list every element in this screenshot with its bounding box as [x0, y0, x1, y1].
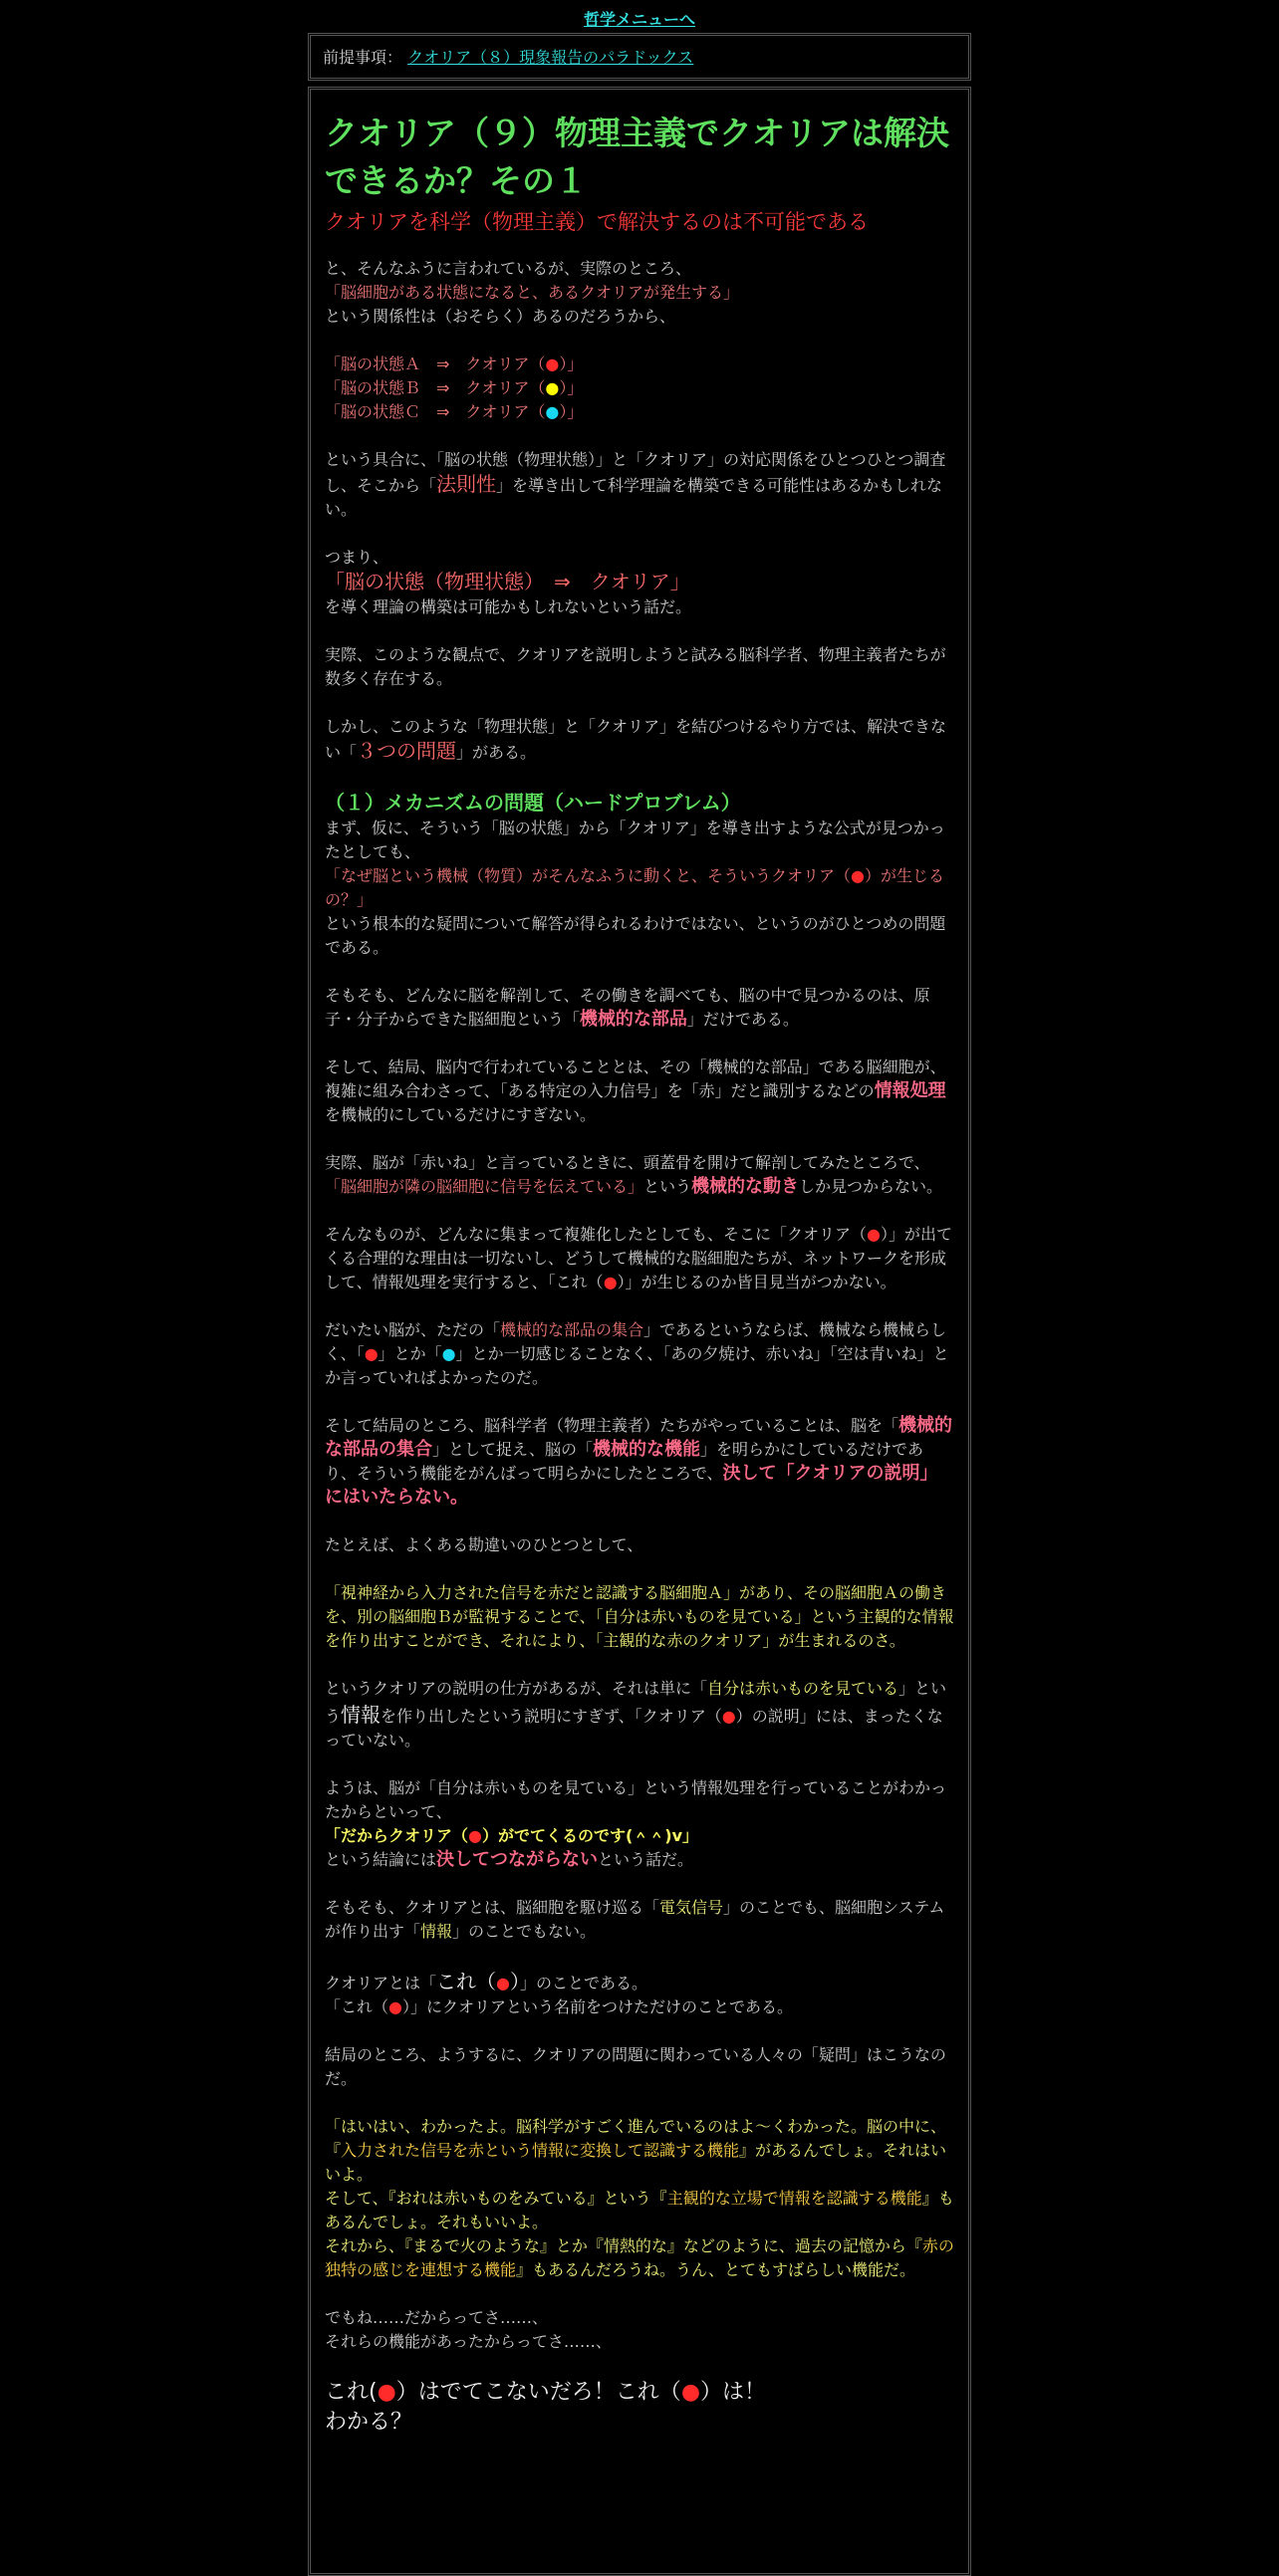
- text: を機械的にしているだけにすぎない。: [325, 1105, 597, 1124]
- red-dot-icon: ●: [377, 2380, 396, 2405]
- quote-red: 機械的な部品の集合: [500, 1320, 644, 1339]
- text: 」を導き出して科学理論を構築できる可能性はあるかもしれない。: [325, 476, 943, 519]
- article-box: [308, 87, 971, 2576]
- text: そして、『おれは赤いものをみている』という『: [325, 2189, 667, 2208]
- paragraph-5: [325, 715, 954, 765]
- paragraph-10: [325, 1223, 954, 1294]
- text: という結論には: [325, 1850, 437, 1869]
- paragraph-11: [325, 1318, 954, 1390]
- state-c: 「脳の状態Ｃ ⇒ クオリア（: [325, 402, 546, 421]
- text: 』もあるんだろうね。うん、とてもすばらしい機能だ。: [516, 2260, 915, 2279]
- text: そんなものが、どんなに集まって複雑化したとしても、そこに「クオリア（: [325, 1225, 868, 1244]
- section-heading-mechanism: （１）メカニズムの問題（ハードプロブレム）: [325, 791, 741, 815]
- article-subtitle: クオリアを科学（物理主義）で解決するのは不可能である: [325, 210, 869, 234]
- prerequisite-link[interactable]: クオリア（８）現象報告のパラドックス: [407, 48, 694, 67]
- text: でもね……だからってさ……、: [325, 2308, 549, 2327]
- text: ）の説明」には、まったくなっていない。: [325, 1707, 943, 1750]
- red-dot-icon: ●: [867, 1225, 881, 1244]
- text: そして結局のところ、脳科学者（物理主義者）たちがやっていることは、脳を「: [325, 1416, 899, 1435]
- prerequisite-label: 前提事項：: [323, 48, 403, 67]
- text: しかし、このような「物理状態」と「クオリア」を結びつけるやり方では、解決できない「: [325, 717, 947, 762]
- text: それから、『まるで火のような』とか『情熱的な』などのように、過去の記憶から『: [325, 2236, 922, 2255]
- text: ようは、脳が「自分は赤いものを見ている」という情報処理を行っていることがわかったからといって、: [325, 1778, 947, 1821]
- emphasis: 赤の独特の感じを連想する機能: [325, 2236, 954, 2279]
- paragraph-7: [325, 984, 954, 1032]
- paragraph-13: たとえば、よくある勘違いのひとつとして、: [325, 1535, 643, 1554]
- paragraph-15: [325, 1677, 954, 1753]
- cyan-dot-icon: ●: [441, 1344, 456, 1363]
- text: 」のことでも、脳細胞システムが作り出す「: [325, 1898, 945, 1941]
- text: だいたい脳が、ただの「: [325, 1320, 501, 1339]
- state-a: 「脳の状態Ａ ⇒ クオリア（: [325, 354, 546, 373]
- text: という関係性は（おそらく）あるのだろうから、: [325, 307, 676, 326]
- red-dot-icon: ●: [388, 1997, 402, 2016]
- paragraph-17: [325, 1896, 954, 1944]
- quote-yellow: ）がでてくるのです(＾＾)v」: [481, 1826, 699, 1845]
- text: わかる？: [325, 2410, 413, 2435]
- text: 」とか一切感じることなく、「あの夕焼け、赤いね」「空は青いね」とか言っていればよかったのだ。: [325, 1344, 949, 1387]
- red-dot-icon: ●: [680, 2380, 701, 2405]
- emphasis: これ（: [436, 1970, 497, 1993]
- philosophy-menu-link[interactable]: 哲学メニューへ: [583, 10, 695, 29]
- text: ）」: [559, 378, 584, 397]
- text: 』があるんでしょ。それはいいよ。: [325, 2141, 947, 2184]
- text: 「はいはい、わかったよ。脳科学がすごく進んでいるのはよ～くわかった。脳の中に、『: [325, 2117, 947, 2160]
- text: しか見つからない。: [799, 1177, 943, 1196]
- emphasis: 決してつながらない: [436, 1849, 599, 1870]
- paragraph-19: 結局のところ、ようするに、クオリアの問題に関わっている人々の「疑問」はこうなのだ。: [325, 2045, 946, 2088]
- quote-yellow: 情報: [420, 1922, 453, 1941]
- red-dot-icon: ●: [496, 1974, 510, 1992]
- emphasis: 機械的な部品: [579, 1009, 687, 1030]
- text: 」のことである。: [519, 1974, 647, 1992]
- text: 」とか「: [378, 1344, 442, 1363]
- text: 」がある。: [456, 743, 537, 762]
- text: つまり、: [325, 548, 389, 567]
- text: という根本的な疑問について解答が得られるわけではない、というのがひとつめの問題である。: [325, 914, 946, 957]
- emphasis: 情報処理: [874, 1080, 946, 1101]
- paragraph-8: [325, 1055, 954, 1127]
- prerequisite-box: [308, 33, 971, 81]
- text: そもそも、どんなに脳を解剖して、その働きを調べても、脳の中で見つかるのは、原子・分子からできた脳細胞という「: [325, 986, 930, 1029]
- text: そもそも、クオリアとは、脳細胞を駆け巡る「: [325, 1898, 660, 1917]
- text: そして、結局、脳内で行われていることとは、その「機械的な部品」である脳細胞が、複雑に組み合わさって、「ある特定の入力信号」を「赤」だと識別するなどの: [325, 1057, 946, 1100]
- text: ）」が生じるのか皆目見当がつかない。: [617, 1273, 896, 1291]
- yellow-dot-icon: ●: [545, 378, 560, 397]
- paragraph-14: 「視神経から入力された信号を赤だと認識する脳細胞Ａ」があり、その脳細胞Ａの働きを、別の脳細胞Ｂが監視することで、「自分は赤いものを見ている」という主観的な情報を作り出すことができ、それにより、「主観的な赤のクオリア」が生まれるのさ。: [325, 1583, 954, 1650]
- text: それらの機能があったからってさ……、: [325, 2332, 612, 2351]
- emphasis: 入力された信号を赤という情報に変換して認識する機能: [341, 2141, 740, 2160]
- text: ）はでてこないだろ！これ（: [395, 2380, 681, 2405]
- emphasis: 「脳の状態（物理状態） ⇒ クオリア」: [325, 570, 690, 593]
- emphasis: 主観的な立場で情報を認識する機能: [666, 2189, 922, 2208]
- state-list: [325, 352, 954, 424]
- paragraph-21: [325, 2306, 954, 2354]
- paragraph-4: 実際、このような観点で、クオリアを説明しようと試みる脳科学者、物理主義者たちが数多く存在する。: [325, 645, 946, 688]
- red-dot-icon: ●: [851, 866, 865, 885]
- emphasis: 機械的な動き: [691, 1176, 800, 1197]
- emphasis: 機械的な部品の集合: [325, 1415, 953, 1460]
- paragraph-22: [325, 2378, 954, 2438]
- text: 」だけである。: [686, 1010, 799, 1029]
- text: 」のことでもない。: [452, 1922, 597, 1941]
- red-dot-icon: ●: [545, 354, 560, 373]
- text: というクオリアの説明の仕方があるが、それは単に「: [325, 1679, 708, 1698]
- text: 「これ（: [325, 1997, 389, 2016]
- text: クオリアとは「: [325, 1974, 437, 1992]
- quote-red: 「脳細胞がある状態になると、あるクオリアが発生する」: [325, 283, 740, 302]
- paragraph-9: [325, 1151, 954, 1199]
- text: ）」: [559, 402, 584, 421]
- red-dot-icon: ●: [721, 1707, 736, 1726]
- text: という具合に、「脳の状態（物理状態）」と「クオリア」の対応関係をひとつひとつ調査し、そこから「: [325, 450, 946, 495]
- cyan-dot-icon: ●: [545, 402, 560, 421]
- text: ）」: [559, 354, 584, 373]
- text: 」として捉え、脳の「: [432, 1440, 593, 1459]
- quote-yellow: 電気信号: [659, 1898, 724, 1917]
- text: ）は！: [700, 2380, 767, 2405]
- paragraph-16: [325, 1776, 954, 1872]
- state-b: 「脳の状態Ｂ ⇒ クオリア（: [325, 378, 546, 397]
- paragraph-2: [325, 448, 954, 522]
- red-dot-icon: ●: [364, 1344, 379, 1363]
- text: を作り出したという説明にすぎず、「クオリア（: [381, 1707, 722, 1726]
- quote-red: 「脳細胞が隣の脳細胞に信号を伝えている」: [325, 1177, 644, 1196]
- paragraph-1: [325, 257, 954, 329]
- paragraph-3: [325, 546, 954, 619]
- text: 」という: [325, 1679, 947, 1726]
- text: これ(: [325, 2380, 378, 2405]
- red-dot-icon: ●: [468, 1826, 482, 1845]
- paragraph-12: [325, 1414, 954, 1510]
- text: 実際、脳が「赤いね」と言っているときに、頭蓋骨を開けて解剖してみたところで、: [325, 1153, 930, 1172]
- text: を導く理論の構築は可能かもしれないという話だ。: [325, 597, 692, 616]
- text: ）」にクオリアという名前をつけただけのことである。: [401, 1997, 793, 2016]
- text: という話だ。: [598, 1850, 694, 1869]
- top-nav: [0, 0, 1279, 32]
- emphasis: 法則性: [436, 472, 497, 496]
- paragraph-20: [325, 2115, 954, 2282]
- text: 』もあるんでしょ。それもいいよ。: [325, 2189, 954, 2231]
- emphasis: 機械的な機能: [592, 1439, 700, 1460]
- quote-yellow: 自分は赤いものを見ている: [707, 1679, 899, 1698]
- emphasis: ）: [509, 1970, 520, 1993]
- text: と、そんなふうに言われているが、実際のところ、: [325, 259, 692, 278]
- text: ）」が出てくる合理的な理由は一切ないし、どうして機械的な脳細胞たちが、ネットワークを形成して、情報処理を実行すると、「これ（: [325, 1225, 952, 1291]
- text: 」を明らかにしているだけであり、そういう機能をがんばって明らかにしたところで、: [325, 1440, 923, 1483]
- article-title: クオリア（９）物理主義でクオリアは解決できるか？その１: [325, 114, 949, 200]
- red-dot-icon: ●: [603, 1273, 618, 1291]
- paragraph-6: [325, 817, 954, 960]
- text: まず、仮に、そういう「脳の状態」から「クオリア」を導き出すような公式が見つかったとしても、: [325, 819, 945, 861]
- emphasis: ３つの問題: [357, 739, 457, 763]
- text: という: [643, 1177, 692, 1196]
- quote-yellow: 「だからクオリア（: [325, 1826, 469, 1845]
- emphasis: 決して「クオリアの説明」にはいたらない。: [325, 1463, 938, 1508]
- text: 」であるというならば、機械なら機械らしく、「: [325, 1320, 947, 1363]
- quote-red: ）が生じるの？」: [325, 866, 944, 909]
- paragraph-18: [325, 1968, 954, 2019]
- quote-red: 「なぜ脳という機械（物質）がそんなふうに動くと、そういうクオリア（: [325, 866, 852, 885]
- emphasis: 情報: [341, 1703, 382, 1727]
